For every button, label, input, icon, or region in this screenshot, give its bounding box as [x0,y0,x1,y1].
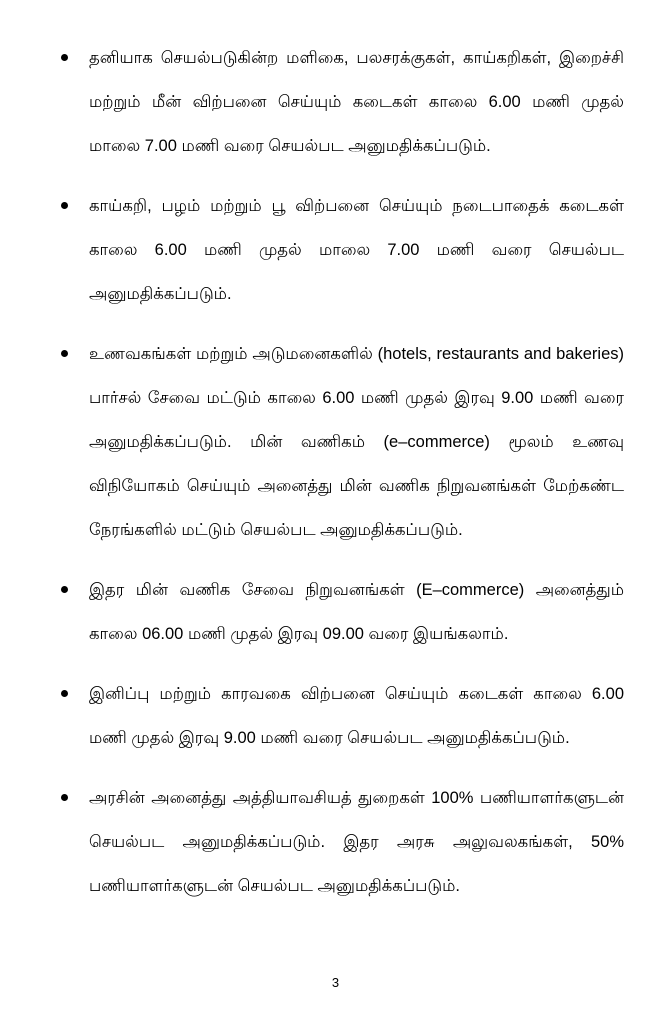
bullet-item [58,776,624,908]
bullet-text: இதர மின் வணிக சேவை நிறுவனங்கள் (E–commerce) அனைத்தும் காலை 06.00 மணி முதல் இரவு 09.00 வரை இயங்கலாம். [89,581,624,643]
bullet-item [58,672,624,760]
bullet-dot-icon [61,202,68,209]
bullet-dot-icon [61,794,68,801]
bullet-text: உணவகங்கள் மற்றும் அடுமனைகளில் (hotels, restaurants and bakeries) பார்சல் சேவை மட்டும் காலை 6.00 மணி முதல் இரவு 9.00 மணி வரை அனுமதிக்கப்படும். மின் வணிகம் (e–commerce) மூலம் உணவு விநியோகம் செய்யும் அனைத்து மின் வணிக நிறுவனங்கள் மேற்கண்ட நேரங்களில் மட்டும் செயல்பட அனுமதிக்கப்படும். [89,345,624,539]
bullet-text: தனியாக செயல்படுகின்ற மளிகை, பலசரக்குகள், காய்கறிகள், இறைச்சி மற்றும் மீன் விற்பனை செய்யும் கடைகள் காலை 6.00 மணி முதல் மாலை 7.00 மணி வரை செயல்பட அனுமதிக்கப்படும். [89,49,624,155]
bullet-dot-icon [61,690,68,697]
bullet-dot-icon [61,586,68,593]
bullet-item [58,36,624,168]
page-number: 3 [331,975,340,990]
bullet-dot-icon [61,350,68,357]
bullet-text: அரசின் அனைத்து அத்தியாவசியத் துறைகள் 100% பணியாளர்களுடன் செயல்பட அனுமதிக்கப்படும். இதர அரசு அலுவலகங்கள், 50% பணியாளர்களுடன் செயல்பட அனுமதிக்கப்படும். [89,789,624,895]
bullet-dot-icon [61,54,68,61]
bullet-item [58,568,624,656]
bullet-item [58,332,624,552]
bullet-text: இனிப்பு மற்றும் காரவகை விற்பனை செய்யும் கடைகள் காலை 6.00 மணி முதல் இரவு 9.00 மணி வரை செயல்பட அனுமதிக்கப்படும். [89,685,624,747]
bullet-item [58,184,624,316]
bullet-list [58,36,624,924]
bullet-text: காய்கறி, பழம் மற்றும் பூ விற்பனை செய்யும் நடைபாதைக் கடைகள் காலை 6.00 மணி முதல் மாலை 7.00 மணி வரை செயல்பட அனுமதிக்கப்படும். [89,197,624,303]
